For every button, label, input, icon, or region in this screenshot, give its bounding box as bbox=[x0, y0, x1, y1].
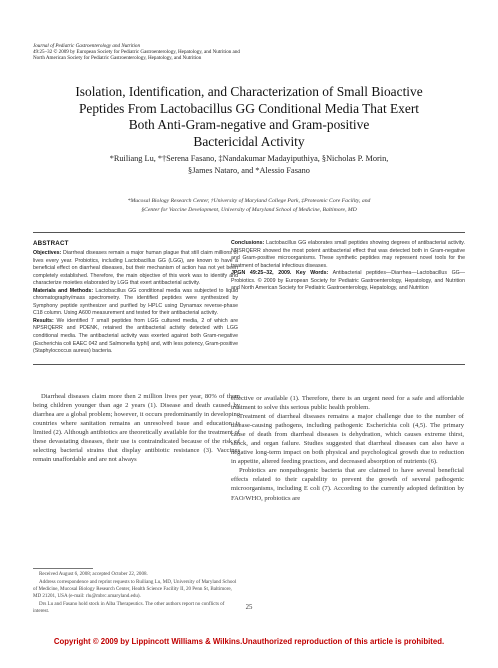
conclusions-label: Conclusions: bbox=[231, 240, 265, 246]
abstract-keywords bbox=[231, 270, 465, 293]
objectives-text: Diarrheal diseases remain a major human plague that still claim millions of lives every year. Probiotics, including Lactobacillus GG (LGG), are known to have a beneficial effect on diarrheal diseases, but their mechanism of action has not yet been completely established. Therefore, the main objective of this work was to identify and characterize moieties elaborated by LGG that exert antibacterial activity. bbox=[33, 250, 239, 287]
author-line-2: §James Nataro, and *Alessio Fasano bbox=[188, 166, 310, 175]
title-line-2: Peptides From Lactobacillus GG Conditional Media That Exert bbox=[78, 100, 420, 116]
footnote-rule bbox=[33, 568, 93, 569]
journal-society-line: North American Society for Pediatric Gastroenterology, Hepatology, and Nutrition bbox=[33, 54, 202, 61]
body-paragraph: Treatment of diarrheal diseases remains a major challenge due to the number of disease-causing pathogens, including pathogenic Escherichia coli (4,5). The primary cause of death from diarrheal diseases is dehydration, which causes extreme thirst, shock, and organ failure. Studies suggested that diarrheal diseases can also have a negative long-term impact on both physical and psychological growth due to reduction in appetite, altered feeding practices, and decreased absorption of nutrients (6). bbox=[231, 413, 464, 466]
abstract-right-column bbox=[231, 240, 465, 293]
affiliation-line-2: §Center for Vaccine Development, University of Maryland School of Medicine, Baltimore, MD bbox=[141, 206, 357, 213]
results-label: Results: bbox=[33, 317, 54, 324]
abstract-results bbox=[33, 318, 238, 356]
body-paragraph: effective or available (1). Therefore, there is an urgent need for a safe and affordable treatment to solve this serious public health problem. bbox=[231, 395, 464, 412]
page-number: 25 bbox=[245, 604, 253, 611]
body-paragraph: Diarrheal diseases claim more then 2 million lives per year, 80% of them being children younger than age 2 years (1). Disease and death caused by diarrhea are a global problem; however, it occurs predominantly in developing countries where sanitation remains an unresolved issue and education is limited (2). Although antibiotics are theoretically available for the treatment of these devastating diseases, their use is contraindicated because of the risk of selecting bacterial strains that display antibiotic resistance (3). Vaccines remain unaffordable and are not always bbox=[33, 393, 240, 464]
title-line-1: Isolation, Identification, and Characterization of Small Bioactive bbox=[75, 84, 423, 99]
copyright-notice: Copyright © 2009 by Lippincott Williams & Wilkins.Unauthorized reproduction of this article is prohibited. bbox=[53, 637, 445, 646]
correspondence-address: Address correspondence and reprint requests to Ruiliang Lu, MD, University of Maryland School of Medicine, Mucosal Biology Research Center, Health Science Facility II, 20 Penn St, Baltimore, MD 21201, USA (e-mail: rlu@mbrc.umaryland.edu). bbox=[33, 579, 237, 600]
author-line-1: *Ruiliang Lu, *†Serena Fasano, ‡Nandakumar Madayiputhiya, §Nicholas P. Morin, bbox=[109, 154, 389, 163]
affiliation-line-1: *Mucosal Biology Research Center, †University of Maryland College Park, ‡Proteomic Core Facility, and bbox=[127, 198, 371, 204]
author-list bbox=[24, 153, 474, 177]
affiliations bbox=[24, 197, 474, 214]
conclusions-text: Lactobacillus GG elaborates small peptides showing degrees of antibacterial activity. NPSRQERR showed the most potent antibacterial effect that was detected both in Gram-negative and Gram-positive microorganisms. These synthetic peptides may represent novel tools for the treatment of bacterial infectious diseases. bbox=[231, 240, 465, 269]
body-left-column bbox=[33, 392, 240, 464]
body-paragraph: Probiotics are nonpathogenic bacteria that are claimed to have several beneficial effects related to their capability to prevent the growth of several pathogenic microorganisms, including E coli (7). According to the currently adopted definition by FAO/WHO, probiotics are bbox=[231, 467, 464, 502]
journal-volume-line: 49:25–32 © 2009 by European Society for Pediatric Gastroenterology, Hepatology, and Nutrition and bbox=[33, 48, 240, 55]
abstract-top-rule bbox=[33, 232, 465, 233]
objectives-label: Objectives: bbox=[33, 250, 62, 256]
abstract-heading: ABSTRACT bbox=[33, 240, 69, 247]
citation: JPGN 49:25–32, 2009. bbox=[231, 270, 292, 277]
footnotes bbox=[33, 571, 240, 617]
body-right-column bbox=[231, 394, 464, 503]
article-title bbox=[20, 84, 478, 150]
abstract-methods bbox=[33, 288, 238, 318]
methods-text: Lactobacillus GG conditional media was subjected to liquid chromatography/mass spectrometry. The identified peptides were synthesized by Symphony peptide synthesizer and purified by HPLC using Dynamax reverse-phase C18 column. Using A600 measurement and tested for their antibacterial activity. bbox=[33, 287, 239, 317]
received-date: Received August 6, 2008; accepted October 22, 2008. bbox=[39, 571, 148, 577]
title-line-4: Bactericidal Activity bbox=[193, 133, 305, 149]
title-line-3: Both Anti-Gram-negative and Gram-positive bbox=[128, 117, 370, 133]
keywords-label: Key Words: bbox=[296, 270, 329, 277]
results-text: We identified 7 small peptides from LGG cultured media, 2 of which are NPSRQERR and PDENK, retained the antibacterial activity detected with LGG conditional media. The antibacterial activity was exerted against both Gram-negative (Escherichia coli EAEC 042 and Salmonella typhi) and, with less potency, Gram-positive (Staphylococcus aureus) bacteria. bbox=[33, 317, 238, 355]
abstract-left-column bbox=[33, 250, 238, 356]
conflict-disclosure: Drs Lu and Fasano hold stock in Alba Therapeutics. The other authors report no conflicts of interest. bbox=[33, 601, 225, 615]
methods-label: Materials and Methods: bbox=[33, 287, 94, 294]
abstract-objectives bbox=[33, 250, 238, 288]
journal-header bbox=[33, 44, 473, 62]
abstract-conclusions bbox=[231, 240, 465, 270]
journal-name: Journal of Pediatric Gastroenterology and Nutrition bbox=[33, 43, 141, 49]
abstract-bottom-rule bbox=[33, 364, 465, 365]
keywords-text: Antibacterial peptides—Diarrhea—Lactobacillus GG—Probiotics. © 2009 by European Society for Pediatric Gastroenterology, Hepatology, and Nutrition and North American Society for Pediatric Gastroenterology, Hepatology, and Nutrition bbox=[231, 270, 466, 292]
